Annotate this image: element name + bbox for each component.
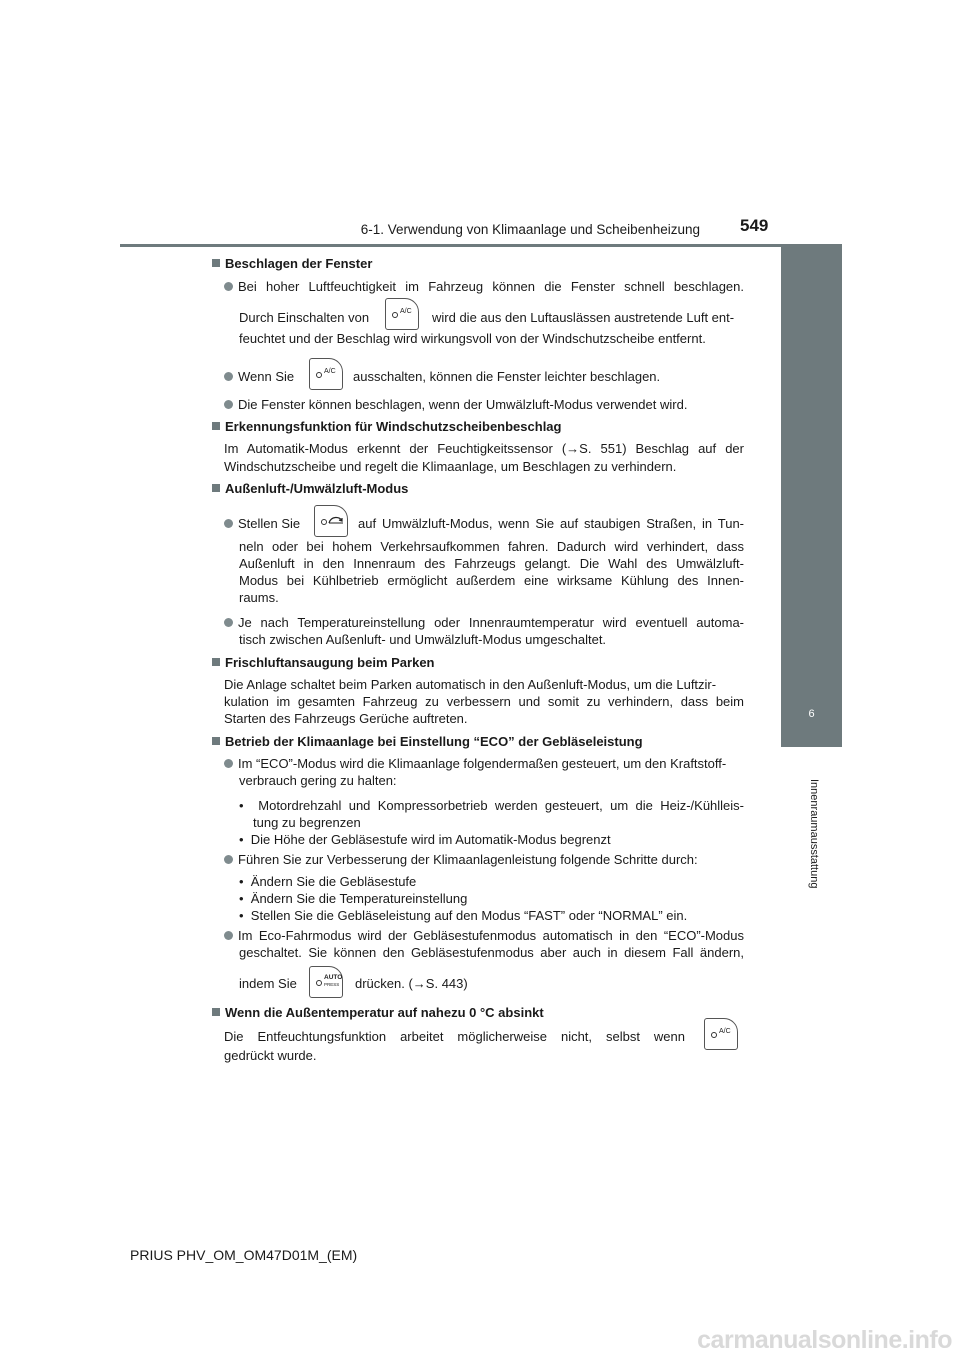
paragraph-line: tisch zwischen Außenluft- und Umwälzluft-Modus umgeschaltet. bbox=[239, 632, 607, 647]
list-item: • Motordrehzahl und Kompressorbetrieb werden gesteuert, um die Heiz-/Kühlleis- bbox=[239, 798, 745, 813]
section-heading: Beschlagen der Fenster bbox=[212, 255, 372, 272]
paragraph-line: Im “ECO”-Modus wird die Klimaanlage folgendermaßen gesteuert, um den Kraftstoff- bbox=[224, 755, 726, 772]
ac-button-icon: A/C bbox=[309, 358, 343, 390]
paragraph-line: feuchtet und der Beschlag wird wirkungsvoll von der Windschutzscheibe entfernt. bbox=[239, 331, 706, 346]
paragraph-line: kulation im gesamten Fahrzeug zu verbessern und somit zu verhindern, dass beim bbox=[224, 694, 744, 709]
chapter-number: 6 bbox=[808, 708, 815, 720]
square-bullet-icon bbox=[212, 259, 220, 267]
ac-button-icon: A/C bbox=[704, 1018, 738, 1050]
paragraph-line: Durch Einschalten von bbox=[239, 310, 370, 325]
section-heading: Wenn die Außentemperatur auf nahezu 0 °C absinkt bbox=[212, 1004, 544, 1021]
list-item: • Die Höhe der Gebläsestufe wird im Automatik-Modus begrenzt bbox=[239, 832, 611, 847]
paragraph-line: Bei hoher Luftfeuchtigkeit im Fahrzeug können die Fenster schnell beschlagen. bbox=[224, 278, 744, 295]
square-bullet-icon bbox=[212, 658, 220, 666]
chapter-label: Innenraumausstattung bbox=[808, 779, 820, 889]
paragraph-line: wird die aus den Luftauslässen austretende Luft ent- bbox=[432, 310, 735, 325]
round-bullet-icon bbox=[224, 400, 233, 409]
list-item: • Ändern Sie die Gebläsestufe bbox=[239, 874, 417, 889]
paragraph-line: Die Anlage schaltet beim Parken automatisch in den Außenluft-Modus, um die Luftzir- bbox=[224, 677, 717, 692]
paragraph-line: Die Fenster können beschlagen, wenn der Umwälzluft-Modus verwendet wird. bbox=[224, 396, 687, 413]
section-heading: Außenluft-/Umwälzluft-Modus bbox=[212, 480, 408, 497]
square-bullet-icon bbox=[212, 737, 220, 745]
square-bullet-icon bbox=[212, 484, 220, 492]
paragraph-line: Modus bei Kühlbetrieb ermöglicht außerdem eine wirksame Kühlung des Innen- bbox=[239, 573, 744, 588]
paragraph-line: Je nach Temperatureinstellung oder Innenraumtemperatur wird eventuell automa- bbox=[224, 614, 744, 631]
paragraph-line: Außenluft in den Innenraum des Fahrzeugs gelangt. Die Wahl des Umwälzluft- bbox=[239, 556, 744, 571]
list-item: • Ändern Sie die Temperatureinstellung bbox=[239, 891, 468, 906]
round-bullet-icon bbox=[224, 282, 233, 291]
section-heading: Erkennungsfunktion für Windschutzscheibenbeschlag bbox=[212, 418, 561, 435]
square-bullet-icon bbox=[212, 422, 220, 430]
paragraph-line: verbrauch gering zu halten: bbox=[239, 773, 397, 788]
paragraph-line: neln oder bei hohem Verkehrsaufkommen fahren. Dadurch wird verhindert, dass bbox=[239, 539, 744, 554]
paragraph-line: Windschutzscheibe und regelt die Klimaanlage, um Beschlagen zu verhindern. bbox=[224, 459, 677, 474]
list-item: tung zu begrenzen bbox=[253, 815, 361, 830]
recirculation-arrow-icon bbox=[328, 515, 344, 525]
chapter-tab[interactable] bbox=[781, 688, 842, 747]
ac-button-icon: A/C bbox=[385, 298, 419, 330]
round-bullet-icon bbox=[224, 931, 233, 940]
paragraph-line: Führen Sie zur Verbesserung der Klimaanlagenleistung folgende Schritte durch: bbox=[224, 851, 698, 868]
round-bullet-icon bbox=[224, 759, 233, 768]
section-heading: Frischluftansaugung beim Parken bbox=[212, 654, 435, 671]
footer-document-id: PRIUS PHV_OM_OM47D01M_(EM) bbox=[130, 1247, 358, 1263]
watermark: carmanualsonline.info bbox=[697, 1326, 952, 1354]
round-bullet-icon bbox=[224, 372, 233, 381]
paragraph-line: Stellen Sie bbox=[224, 515, 300, 532]
paragraph-line: Im Eco-Fahrmodus wird der Gebläsestufenmodus automatisch in den “ECO”-Modus bbox=[224, 927, 744, 944]
paragraph-line: gedrückt wurde. bbox=[224, 1048, 317, 1063]
header-rule bbox=[120, 244, 842, 247]
list-item: • Stellen Sie die Gebläseleistung auf den Modus “FAST” oder “NORMAL” ein. bbox=[239, 908, 688, 923]
paragraph-line: raums. bbox=[239, 590, 279, 605]
round-bullet-icon bbox=[224, 618, 233, 627]
section-title: 6-1. Verwendung von Klimaanlage und Scheibenheizung bbox=[360, 222, 700, 237]
paragraph-line: ausschalten, können die Fenster leichter beschlagen. bbox=[353, 369, 661, 384]
paragraph-line: Starten des Fahrzeugs Gerüche auftreten. bbox=[224, 711, 468, 726]
page-number: 549 bbox=[740, 216, 769, 235]
paragraph-line: drücken. (→S. 443) bbox=[355, 976, 468, 991]
paragraph-line: auf Umwälzluft-Modus, wenn Sie auf staubigen Straßen, in Tun- bbox=[358, 516, 744, 531]
paragraph-line: Im Automatik-Modus erkennt der Feuchtigkeitssensor (→S. 551) Beschlag auf der bbox=[224, 441, 744, 456]
round-bullet-icon bbox=[224, 855, 233, 864]
round-bullet-icon bbox=[224, 519, 233, 528]
section-heading: Betrieb der Klimaanlage bei Einstellung “ECO” der Gebläseleistung bbox=[212, 733, 643, 750]
paragraph-line: Die Entfeuchtungsfunktion arbeitet möglicherweise nicht, selbst wenn bbox=[224, 1029, 685, 1044]
paragraph-line: Wenn Sie bbox=[224, 368, 294, 385]
paragraph-line: indem Sie bbox=[239, 976, 297, 991]
recirculation-button-icon bbox=[314, 505, 348, 537]
square-bullet-icon bbox=[212, 1008, 220, 1016]
paragraph-line: geschaltet. Sie können den Gebläsestufenmodus aber auch in diesem Fall ändern, bbox=[239, 945, 744, 960]
side-bar bbox=[781, 244, 842, 688]
auto-button-icon: AUTO PRESS bbox=[309, 966, 343, 998]
